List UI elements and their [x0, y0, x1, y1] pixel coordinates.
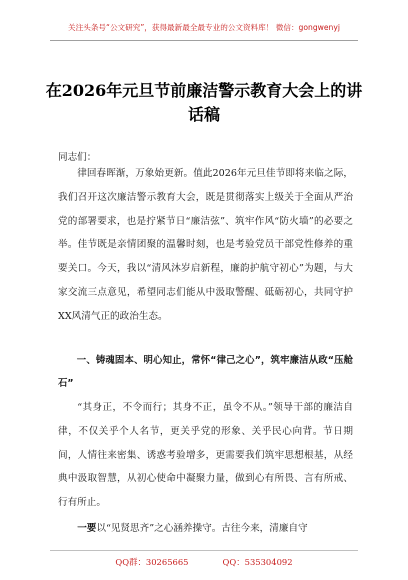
page-footer	[0, 553, 408, 571]
document-title: 在2026年元旦节前廉洁警示教育大会上的讲话稿	[45, 81, 363, 124]
paragraph-point1-text	[58, 517, 353, 541]
footer-qq: QQ：535304092	[222, 557, 293, 567]
paragraph-intro-text: 律回春晖渐，万象始更新。值此2026年元旦佳节即将来临之际，我们召开这次廉洁警示教育大会，既是贯彻落实上级关于全面从严治党的部署要求，也是拧紧节日“廉洁弦”、筑牢作风“防火墙”的必要之举。佳节既是亲情团聚的温馨时刻，也是考验党员干部党性修养的重要关口。今天，我以“清风沐岁启新程，廉韵护航守初心”为题，与大家交流三点意见，希望同志们能从中汲取警醒、砥砺初心，共同守护XX风清气正的政治生态。	[58, 168, 353, 322]
footer-qq-group: QQ群：30265665	[115, 557, 189, 567]
footer-divider	[50, 550, 358, 551]
page-header-banner: 关注头条号“公文研究”，获得最新最全最专业的公文资料库！ 微信：gongwenyj	[68, 23, 340, 32]
salutation: 同志们：	[58, 152, 97, 163]
paragraph-point1-lead: 一要	[77, 523, 97, 534]
paragraph-point1-rest: 以“见贤思齐”之心涵养操守。古往今来，清廉自守	[96, 523, 308, 534]
paragraph-section1-text: “其身正，不令而行；其身不正，虽令不从。”领导干部的廉洁自律，不仅关乎个人名节，更关乎党的形象、关乎民心向背。节日期间，人情往来密集、诱惑考验增多，更需要我们筑牢思想根基，从经典中汲取智慧，从初心使命中凝聚力量，做到心有所畏、言有所戒、行有所止。	[58, 402, 353, 509]
paragraph-intro	[58, 162, 353, 329]
paragraph-section1	[58, 396, 353, 515]
header-divider	[50, 40, 358, 41]
paragraph-point1	[58, 517, 353, 541]
section-heading-1: 一、铸魂固本、明心知止，常怀“律己之心”，筑牢廉洁从政“压舱石”	[58, 355, 353, 389]
